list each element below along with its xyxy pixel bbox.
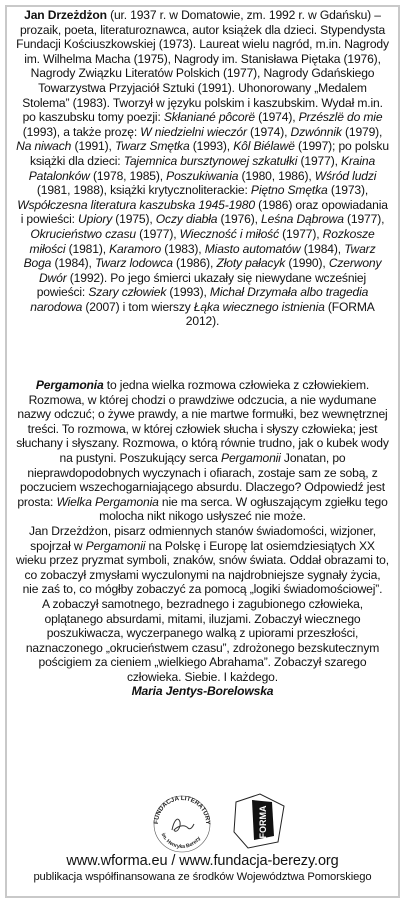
book-title: Pergamonia bbox=[35, 378, 104, 392]
fundacja-literatury-logo bbox=[150, 790, 214, 854]
svg-text:FUNDACJA LITERATURY: FUNDACJA LITERATURY bbox=[152, 794, 212, 825]
review-author: Maria Jentys-Borelowska bbox=[131, 684, 274, 699]
book-review: Pergamonia to jedna wielka rozmowa człowieka z człowiekiem. Rozmowa, w której chodzi o prawdziwe odczucia, a nie wydumane nazwy odczuć; o żywe prawdy, a nie martwe formułki, bez wewnętrznej treści. To rozmowa, w której człowiek słucha i słyszy człowieka; jest słuchany i słyszany. Rozmowa, o którą równie trudno, jak o kubek wody na pustyni. Poszukujący serca Pergamonii Jonatan, po nieprawdopodobnych wyczynach i ofiarach, zostaje sam ze sobą, z poczuciem wszechogarniającego absurdu. Dlaczego? Odpowiedź jest prosta: Wielka Pergamonia nie ma serca. W ogłuszającym zgiełku tego molocha nikt nikogo usłyszeć nie może. Jan Drzeżdżon, pisarz odmiennych stanów świadomości, wizjoner, spojrzał w Pergamonii na Polskę i Europę lat osiemdziesiątych XX wieku przez pryzmat symboli, znaków, snów świata. Oddał obrazami to, co zobaczył zmysłami wyczulonymi na najdrobniejsze sygnały życia, nie zaś to, co mógłby zobaczyć za pomocą „logiki świadomościowej”. A zobaczył samotnego, bezradnego i zagubionego człowieka, oplątanego absurdami, mitami, iluzjami. Zobaczył wiecznego poszukiwacza, wyczerpanego walką z upiorami przeszłości, naznaczonego „okrucieństwem czasu”, zdrożonego bezskutecznym pościgiem za cieniem „wielkiego Abrahama”. Zobaczył szarego człowieka. Siebie. I każdego. Maria Jentys-Borelowska bbox=[16, 378, 389, 699]
co-financing-note: publikacja współfinansowana ze środków Województwa Pomorskiego bbox=[33, 871, 372, 883]
website-links: www.wforma.eu / www.fundacja-berezy.org bbox=[66, 853, 339, 869]
author-name: Jan Drzeżdżon bbox=[24, 8, 107, 22]
author-biography: Jan Drzeżdżon (ur. 1937 r. w Domatowie, zm. 1992 r. w Gdańsku) – prozaik, poeta, literaturoznawca, autor książek dla dzieci. Stypendysta Fundacji Kościuszkowskiej (1973). Laureat wielu nagród, m.in. Nagrody im. Wilhelma Macha (1975), Nagrody im. Stanisława Piętaka (1976), Nagrody Związku Literatów Polskich (1977), Nagrody Gdańskiego Towarzystwa Przyjaciół Sztuki (1991). Uhonorowany „Medalem Stolema” (1983). Tworzył w języku polskim i kaszubskim. Wydał m.in. po kaszubsku tomy poezji: Skłaniané pôcorë (1974), Przészlë do mie (1993), a także prozę: W niedzielni wieczór (1974), Dzwónnik (1979), Na niwach (1991), Twarz Smętka (1993), Kôl Biélawë (1997); po polsku książki dla dzieci: Tajemnica bursztynowej szkatułki (1977), Kraina Patalonków (1978, 1985), Poszukiwania (1980, 1986), Wśród ludzi (1981, 1988), książki krytycznoliterackie: Piętno Smętka (1973), Współczesna literatura kaszubska 1945-1980 (1986) oraz opowiadania i powieści: Upiory (1975), Oczy diabła (1976), Leśna Dąbrowa (1977), Okrucieństwo czasu (1977), Wieczność i miłość (1977), Rozkosze miłości (1981), Karamoro (1983), Miasto automatów (1984), Twarz Boga (1984), Twarz lodowca (1986), Złoty pałacyk (1990), Czerwony Dwór (1992). Po jego śmierci ukazały się niewydane wcześniej powieści: Szary człowiek (1993), Michał Drzymała albo tragedia narodowa (2007) i tom wierszy Łąka wiecznego istnienia (FORMA 2012). bbox=[16, 8, 389, 329]
svg-text:FORMA: FORMA bbox=[258, 805, 268, 839]
forma-publisher-logo bbox=[230, 792, 290, 850]
logos-row bbox=[0, 790, 405, 850]
svg-text:im. Henryka Berezy: im. Henryka Berezy bbox=[159, 832, 203, 851]
